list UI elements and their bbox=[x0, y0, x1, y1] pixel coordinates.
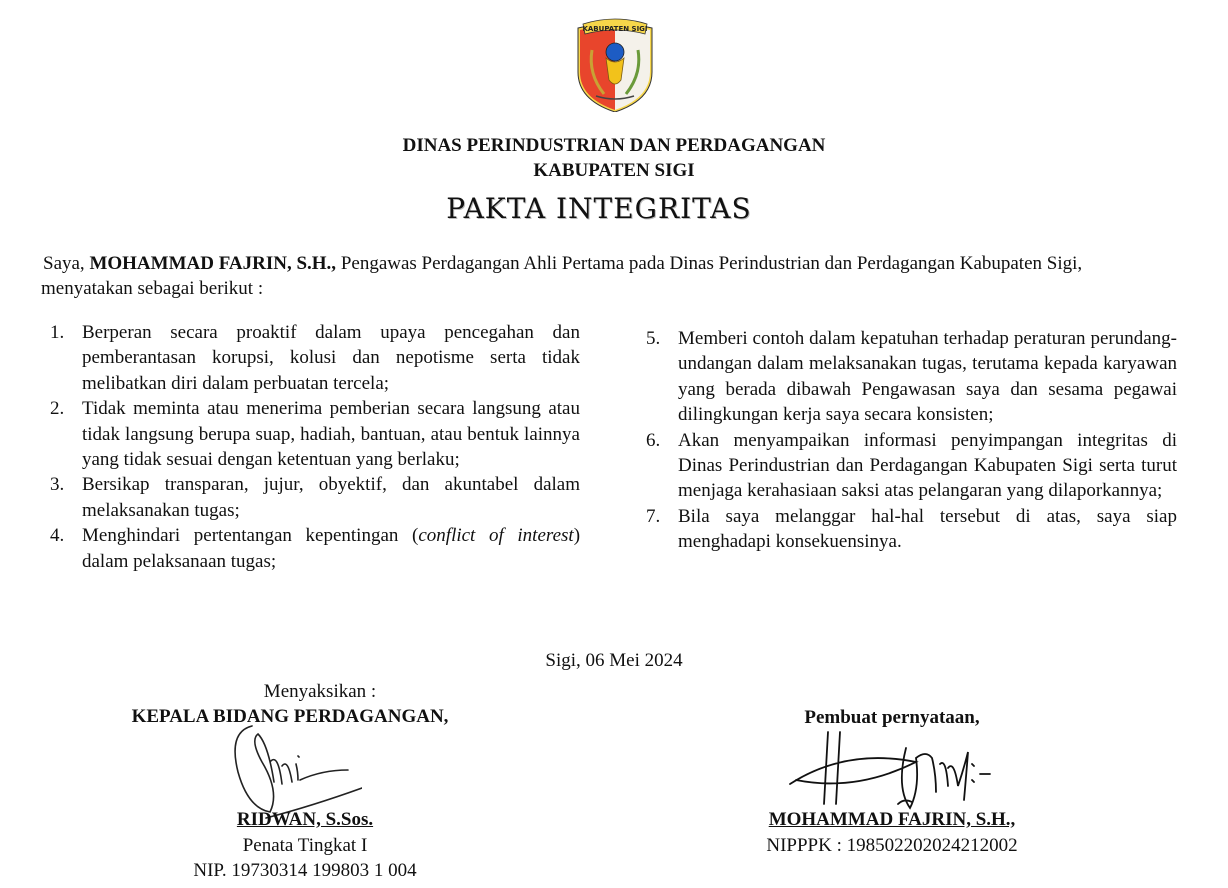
regency-name: KABUPATEN SIGI bbox=[533, 160, 695, 181]
declarant-nip: NIPPPK : 198502202024212002 bbox=[766, 835, 1018, 856]
declarant-signature bbox=[786, 728, 996, 810]
item-number: 2. bbox=[50, 398, 65, 420]
witness-label: Menyaksikan : bbox=[263, 681, 377, 702]
document-title: PAKTA INTEGRITAS bbox=[446, 192, 752, 225]
intro-suffix: Pengawas Perdagangan Ahli Pertama pada Dinas Perindustrian dan Perdagangan Kabupaten Sigi, bbox=[336, 253, 1083, 274]
item-text-after: ) dalam pelaksanaan tugas; bbox=[82, 525, 581, 572]
commitment-item bbox=[50, 396, 580, 472]
item-text: Memberi contoh dalam kepatuhan terhadap peraturan perundang-undangan dalam melaksanakan tugas, terutama kepada karyawan yang berada dibawah Pengawasan saya dan sesama pegawai dilingkungan kerja saya secara konsisten; bbox=[678, 328, 1177, 426]
witness-nip: NIP. 19730314 199803 1 004 bbox=[193, 860, 417, 881]
item-number: 1. bbox=[50, 322, 65, 343]
declarant-name: MOHAMMAD FAJRIN, S.H., bbox=[768, 809, 1016, 830]
commitment-list-left bbox=[50, 320, 580, 574]
commitment-item bbox=[646, 326, 1177, 428]
witness-rank: Penata Tingkat I bbox=[242, 835, 368, 856]
witness-signature bbox=[222, 722, 362, 822]
intro-line-2: menyatakan sebagai berikut : bbox=[41, 278, 264, 299]
commitment-list-right bbox=[646, 326, 1177, 555]
agency-name: DINAS PERINDUSTRIAN DAN PERDAGANGAN bbox=[402, 135, 826, 156]
item-number: 3. bbox=[50, 474, 65, 496]
item-text: Bersikap transparan, jujur, obyektif, dan akuntabel dalam melaksanakan tugas; bbox=[82, 474, 580, 521]
declarant-name-inline: MOHAMMAD FAJRIN, S.H., bbox=[89, 253, 337, 274]
commitment-item bbox=[50, 523, 580, 574]
item-text: Akan menyampaikan informasi penyimpangan integritas di Dinas Perindustrian dan Perdagangan Kabupaten Sigi serta turut menjaga kerahasiaan saksi atas pelangaran yang dilaporkannya; bbox=[678, 429, 1177, 502]
commitment-item bbox=[646, 428, 1177, 504]
item-number: 7. bbox=[646, 505, 661, 527]
commitment-item bbox=[50, 472, 580, 523]
declarant-label: Pembuat pernyataan, bbox=[804, 707, 980, 728]
kabupaten-sigi-logo bbox=[574, 14, 656, 112]
item-text: Tidak meminta atau menerima pemberian secara langsung atau tidak langsung berupa suap, hadiah, bantuan, atau bentuk lainnya yang tidak sesuai dengan ketentuan yang berlaku; bbox=[82, 398, 580, 471]
witness-name: RIDWAN, S.Sos. bbox=[236, 809, 374, 830]
item-text-italic: conflict of interest bbox=[418, 525, 574, 547]
item-number: 5. bbox=[646, 328, 661, 349]
witness-position: KEPALA BIDANG PERDAGANGAN, bbox=[131, 706, 449, 727]
commitment-item bbox=[50, 320, 580, 396]
intro-paragraph bbox=[41, 251, 1181, 301]
item-number: 6. bbox=[646, 429, 661, 451]
place-date: Sigi, 06 Mei 2024 bbox=[545, 650, 683, 671]
intro-prefix: Saya, bbox=[43, 253, 90, 274]
item-number: 4. bbox=[50, 525, 65, 547]
logo-banner-text: KABUPATEN SIGI bbox=[582, 25, 648, 33]
item-text-before: Menghindari pertentangan kepentingan ( bbox=[82, 525, 419, 547]
item-text: Bila saya melanggar hal-hal tersebut di atas, saya siap menghadapi konsekuensinya. bbox=[678, 505, 1177, 553]
commitment-item bbox=[646, 504, 1177, 555]
item-text: Berperan secara proaktif dalam upaya pencegahan dan pemberantasan korupsi, kolusi dan nepotisme serta tidak melibatkan diri dalam perbuatan tercela; bbox=[82, 322, 580, 394]
